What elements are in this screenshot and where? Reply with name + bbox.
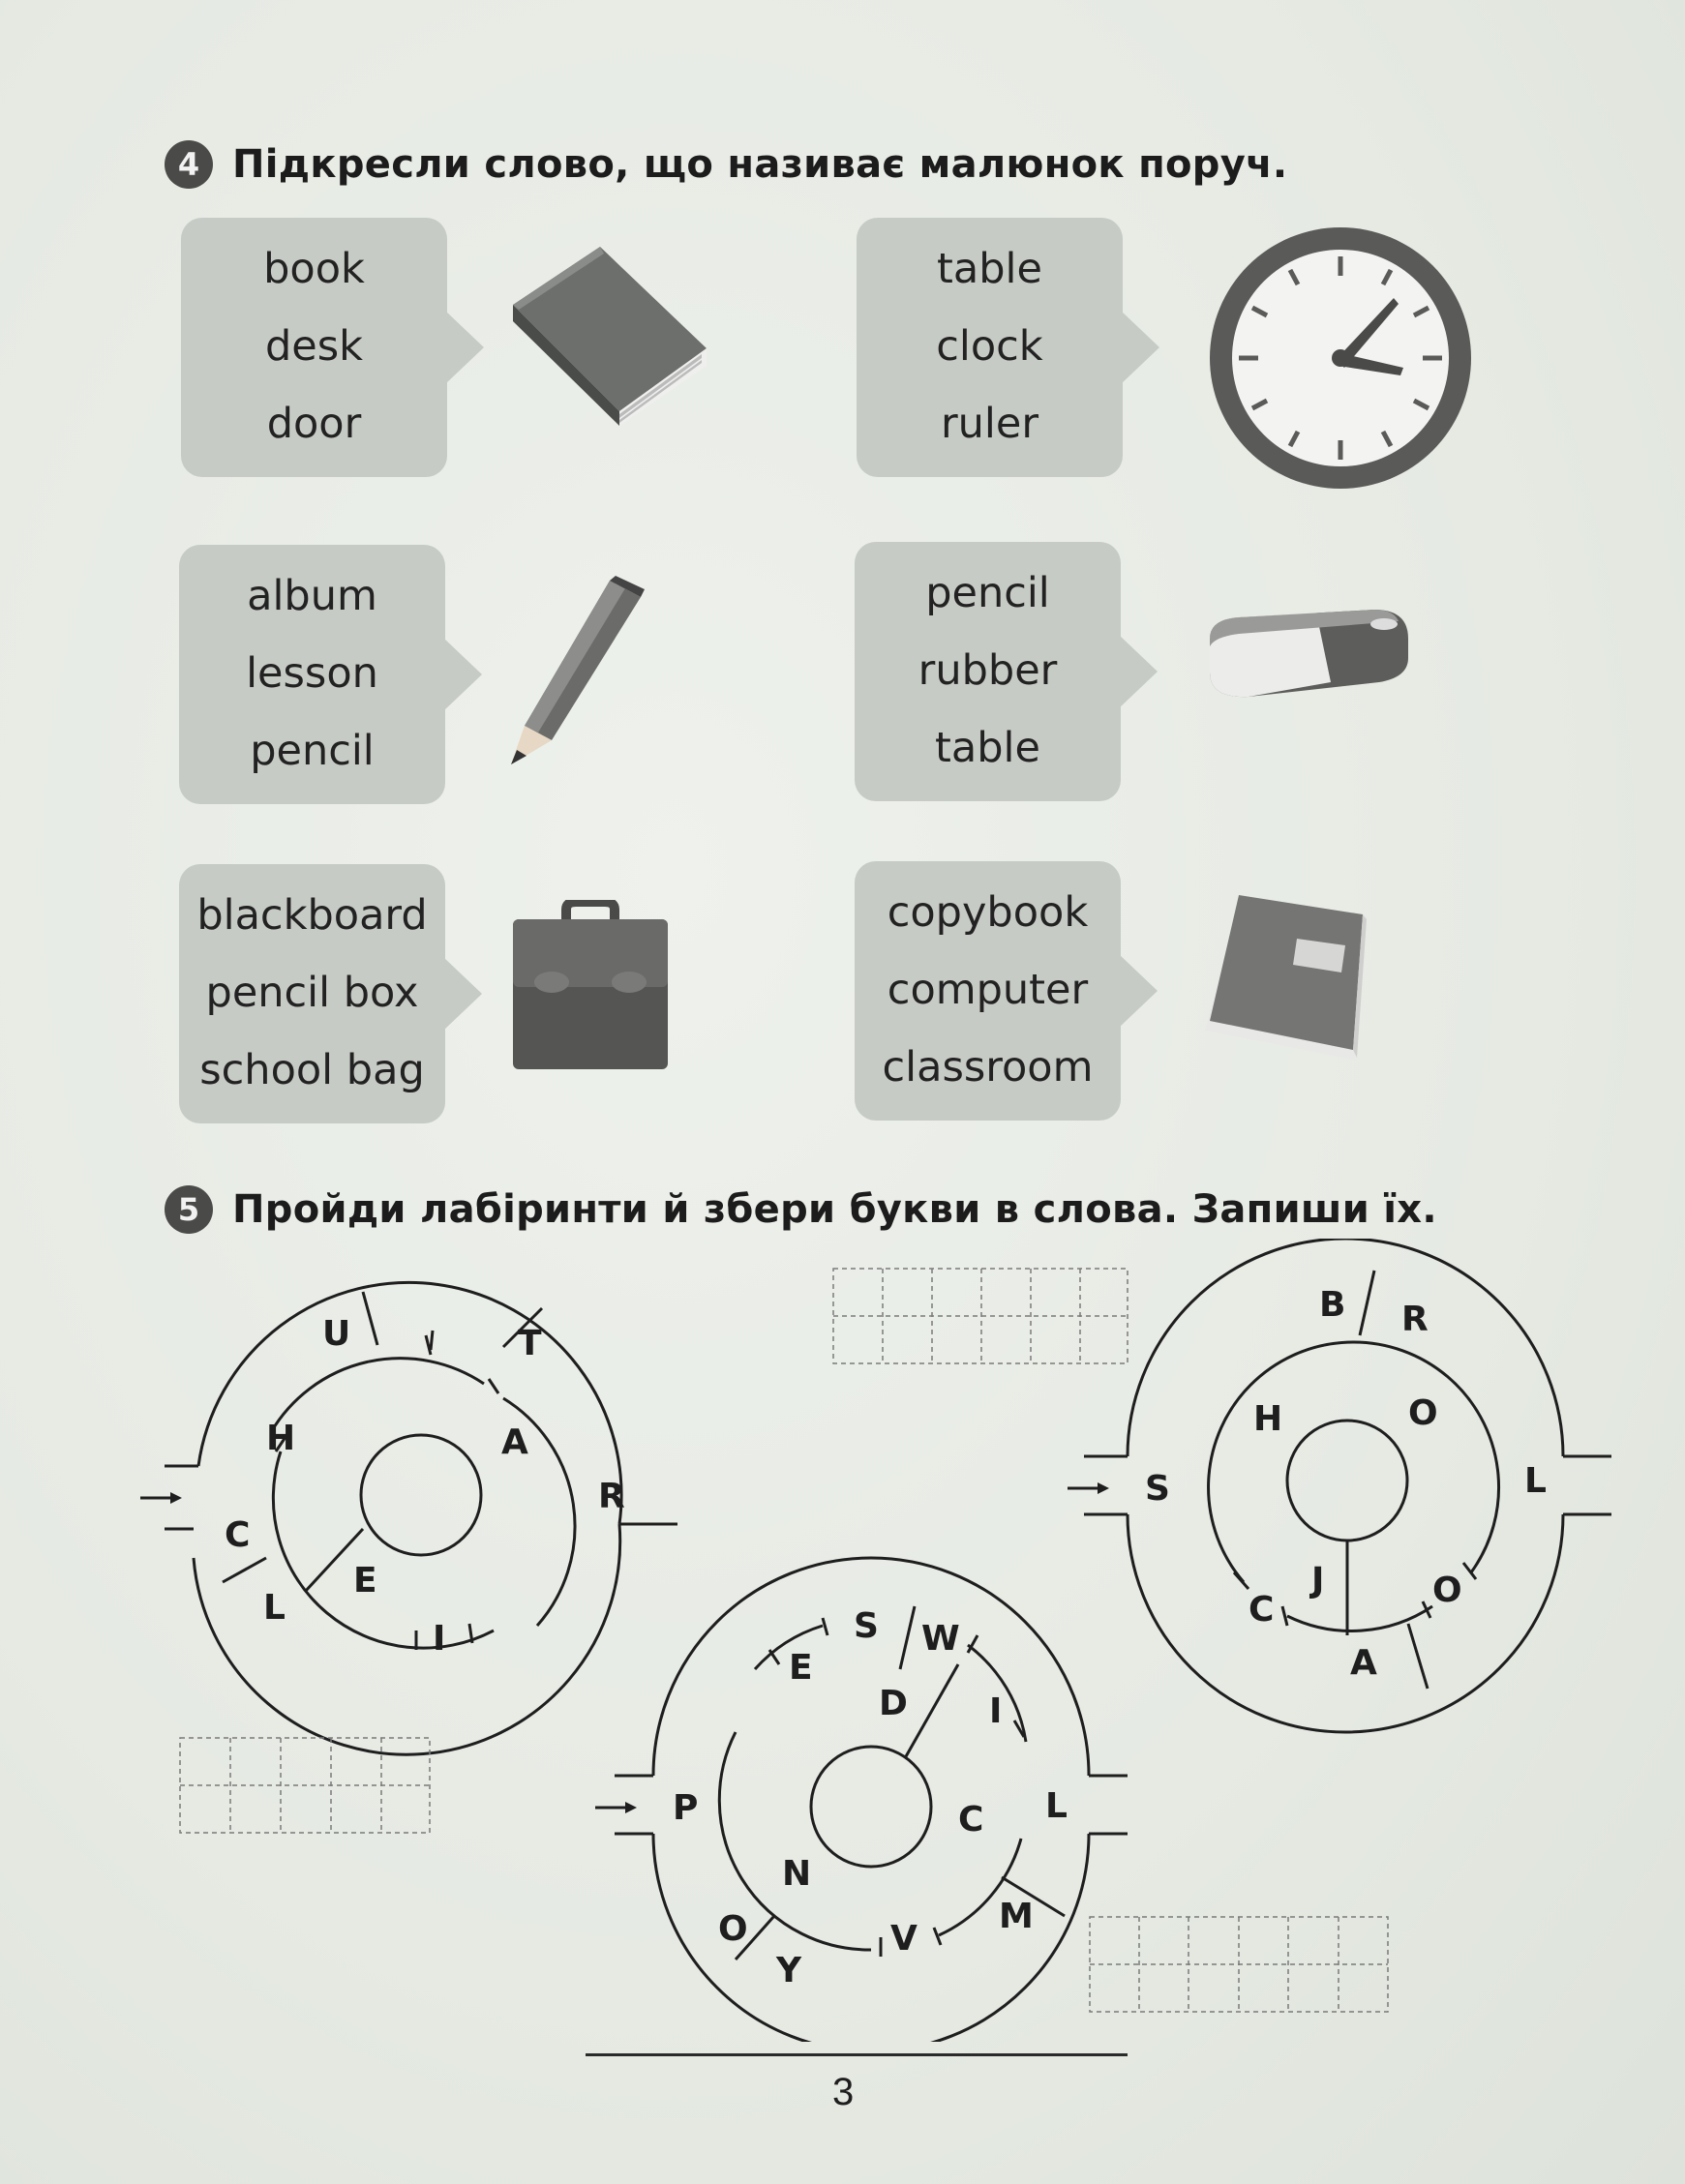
word-option[interactable]: book [263, 245, 365, 294]
maze-letter: I [989, 1691, 1003, 1731]
word-box-6 [855, 861, 1121, 1121]
task-5-number: 5 [165, 1185, 213, 1234]
maze-letter: W [921, 1619, 960, 1659]
answer-grid-3[interactable] [1089, 1916, 1391, 2015]
maze-letter: M [999, 1897, 1034, 1936]
maze-letter: H [266, 1419, 296, 1458]
word-option[interactable]: computer [887, 966, 1089, 1015]
word-option[interactable]: classroom [882, 1043, 1094, 1092]
answer-grid-2[interactable] [832, 1268, 1130, 1366]
word-option[interactable]: blackboard [196, 891, 428, 941]
word-option[interactable]: album [247, 572, 377, 621]
maze-letter: A [1350, 1643, 1377, 1683]
word-option[interactable]: school bag [199, 1046, 425, 1095]
book-icon [503, 242, 716, 426]
word-box-3 [179, 545, 445, 804]
maze-letter: E [789, 1648, 813, 1688]
maze-letter: B [1319, 1285, 1346, 1325]
maze-letter: T [518, 1324, 542, 1363]
maze-letter: U [322, 1314, 351, 1354]
clock-icon [1205, 223, 1476, 494]
word-option[interactable]: clock [936, 322, 1043, 372]
word-box-2 [857, 218, 1123, 477]
rubber-icon [1200, 600, 1413, 706]
word-option[interactable]: copybook [887, 888, 1089, 938]
word-option[interactable]: pencil [925, 569, 1050, 618]
word-option[interactable]: desk [264, 322, 364, 372]
maze-letter: V [890, 1919, 918, 1959]
maze-letter: S [854, 1606, 879, 1646]
footer-rule [586, 2053, 1128, 2056]
task-5-header [165, 1185, 1437, 1234]
word-option[interactable]: door [266, 400, 362, 449]
maze-letter: J [1311, 1561, 1325, 1601]
maze-letter: C [1249, 1590, 1275, 1630]
maze-letter: Y [776, 1951, 802, 1990]
word-box-4 [855, 542, 1121, 801]
pencil-icon [503, 576, 648, 769]
task-4-header [165, 140, 1287, 189]
maze-3-arrow [595, 1802, 637, 1813]
maze-letter: L [1045, 1786, 1068, 1826]
school-bag-icon [508, 900, 673, 1074]
task-4-number: 4 [165, 140, 213, 189]
word-option[interactable]: ruler [940, 400, 1038, 449]
maze-2-arrow [1068, 1482, 1109, 1494]
word-option[interactable]: table [937, 245, 1042, 294]
word-box-5 [179, 864, 445, 1123]
task-4-instruction: Підкресли слово, що називає малюнок поруч. [232, 142, 1288, 187]
page-number: 3 [832, 2071, 855, 2113]
maze-letter: S [1145, 1469, 1170, 1509]
maze-letter: C [225, 1515, 251, 1555]
word-option[interactable]: pencil box [205, 969, 419, 1018]
maze-letter: O [1408, 1393, 1438, 1433]
maze-letter: C [958, 1800, 984, 1840]
maze-letter: H [1253, 1399, 1283, 1439]
maze-1-arrow [140, 1492, 182, 1504]
word-option[interactable]: pencil [250, 727, 375, 776]
maze-letter: L [1524, 1461, 1547, 1501]
word-option[interactable]: lesson [246, 649, 378, 699]
maze-letter: E [353, 1561, 377, 1601]
maze-letter: O [1432, 1571, 1462, 1610]
maze-letter: O [718, 1909, 748, 1949]
word-option[interactable]: rubber [918, 646, 1058, 696]
maze-letter: L [263, 1588, 286, 1628]
maze-letter: I [433, 1619, 446, 1659]
task-5-instruction: Пройди лабіринти й збери букви в слова. Запиши їх. [232, 1187, 1437, 1232]
maze-letter: R [1401, 1300, 1429, 1339]
maze-letter: N [782, 1854, 812, 1894]
maze-letter: A [501, 1422, 528, 1462]
maze-letter: P [673, 1788, 699, 1828]
copybook-icon [1200, 895, 1374, 1069]
word-option[interactable]: table [935, 724, 1040, 773]
maze-letter: D [879, 1684, 908, 1723]
maze-letter: R [598, 1477, 625, 1516]
answer-grid-1[interactable] [179, 1737, 433, 1836]
word-box-1 [181, 218, 447, 477]
